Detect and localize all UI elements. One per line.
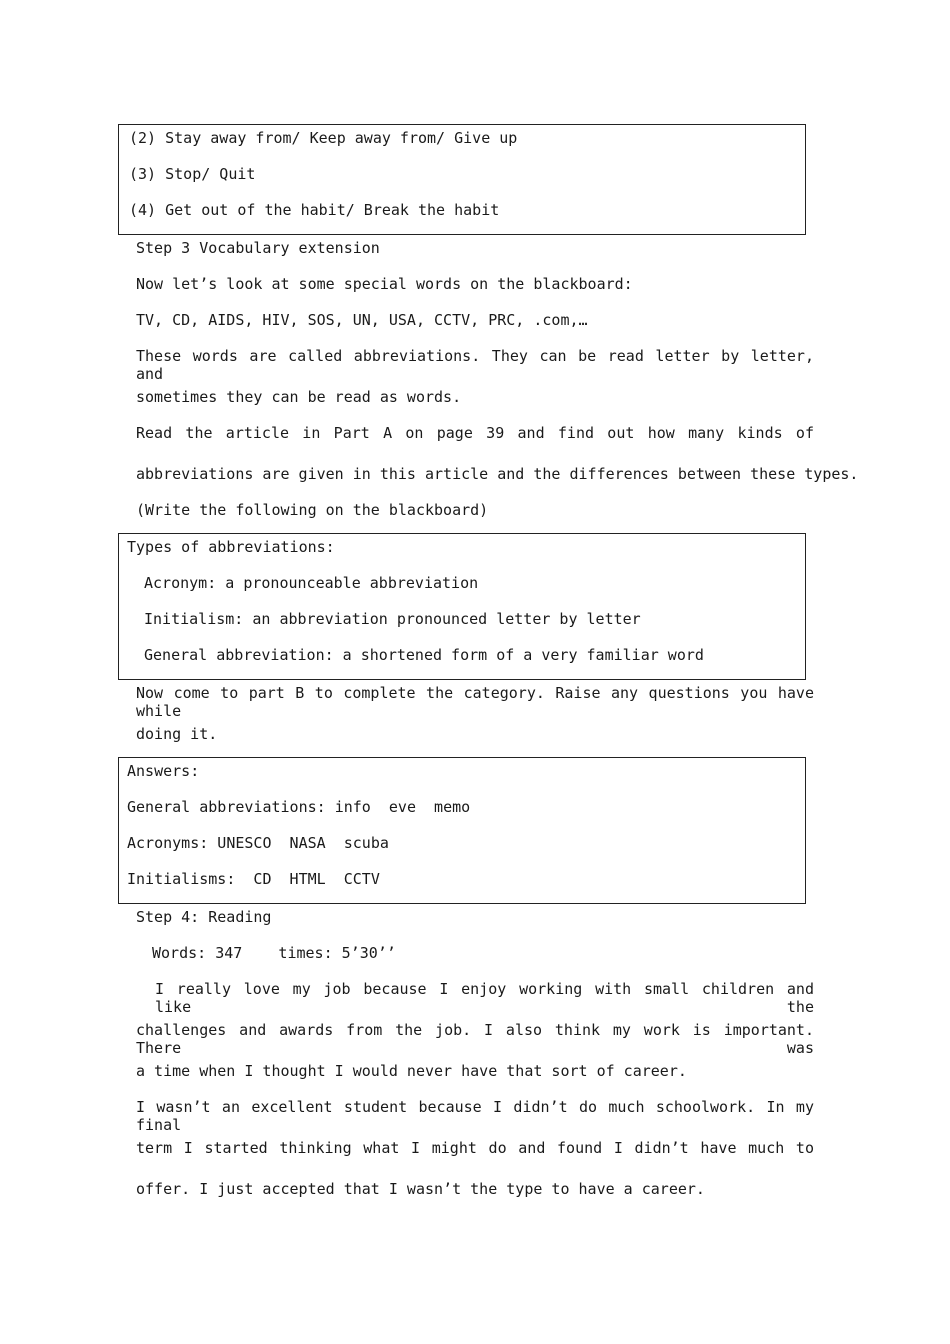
answers-general: General abbreviations: info eve memo	[127, 798, 471, 816]
reading-p2-line1: I wasn’t an excellent student because I didn’t do much schoolwork. In my final	[136, 1098, 814, 1134]
type-initialism: Initialism: an abbreviation pronounced letter by letter	[144, 610, 641, 628]
answers-initialisms: Initialisms: CD HTML CCTV	[127, 870, 380, 888]
answers-title: Answers:	[127, 762, 200, 780]
step3-intro: Now let’s look at some special words on the blackboard:	[136, 275, 633, 293]
reading-p2-line2: term I started thinking what I might do and found I didn’t have much to	[136, 1139, 814, 1157]
reading-p2-line3: offer. I just accepted that I wasn’t the type to have a career.	[136, 1180, 705, 1198]
reading-p1-line1: I really love my job because I enjoy working with small children and like the	[155, 980, 814, 1016]
step3-note: (Write the following on the blackboard)	[136, 501, 489, 519]
types-title: Types of abbreviations:	[127, 538, 335, 556]
phrase-line-2: (2) Stay away from/ Keep away from/ Give up	[129, 129, 518, 147]
phrase-line-4: (4) Get out of the habit/ Break the habit	[129, 201, 500, 219]
step4-stats: Words: 347 times: 5’30’’	[152, 944, 396, 962]
step3-para2-line2: abbreviations are given in this article and the differences between these types.	[136, 465, 859, 483]
partb-line2: doing it.	[136, 725, 218, 743]
step3-examples: TV, CD, AIDS, HIV, SOS, UN, USA, CCTV, PRC, .com,…	[136, 311, 588, 329]
type-acronym: Acronym: a pronounceable abbreviation	[144, 574, 479, 592]
step3-para1-line2: sometimes they can be read as words.	[136, 388, 462, 406]
step4-heading: Step 4: Reading	[136, 908, 272, 926]
phrase-line-3: (3) Stop/ Quit	[129, 165, 256, 183]
step3-para2-line1: Read the article in Part A on page 39 and find out how many kinds of	[136, 424, 814, 442]
reading-p1-line3: a time when I thought I would never have that sort of career.	[136, 1062, 687, 1080]
type-general: General abbreviation: a shortened form of a very familiar word	[144, 646, 704, 664]
step3-heading: Step 3 Vocabulary extension	[136, 239, 380, 257]
reading-p1-line2: challenges and awards from the job. I also think my work is important. There was	[136, 1021, 814, 1057]
step3-para1-line1: These words are called abbreviations. They can be read letter by letter, and	[136, 347, 814, 383]
partb-line1: Now come to part B to complete the category. Raise any questions you have while	[136, 684, 814, 720]
answers-acronyms: Acronyms: UNESCO NASA scuba	[127, 834, 389, 852]
